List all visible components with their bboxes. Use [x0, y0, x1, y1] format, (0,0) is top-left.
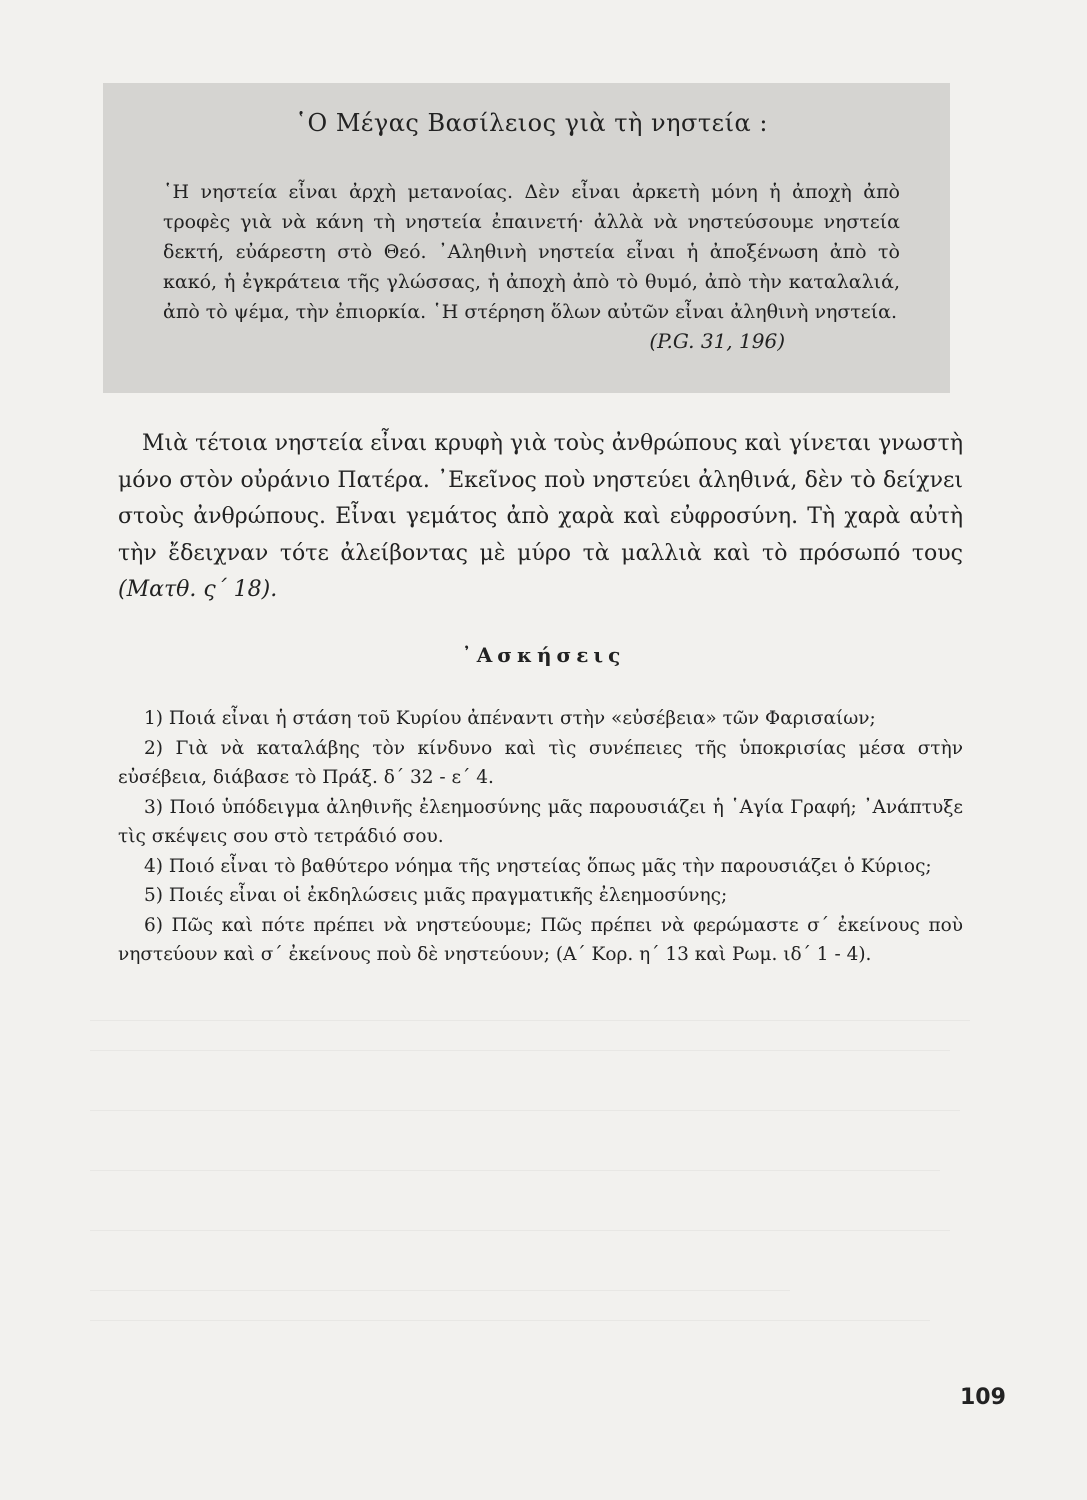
exercise-item: 1) Ποιά εἶναι ἡ στάση τοῦ Κυρίου ἀπέναντι στὴν «εὐσέβεια» τῶν Φαρισαίων; — [144, 708, 876, 729]
quote-box — [103, 83, 950, 393]
exercise-item: 5) Ποιές εἶναι οἱ ἐκδηλώσεις μιᾶς πραγματικῆς ἐλεημοσύνης; — [144, 885, 728, 906]
body-paragraph — [118, 426, 963, 609]
quote-title: ῾Ο Μέγας Βασίλειος γιὰ τὴ νηστεία : — [295, 109, 768, 137]
body-paragraph-text — [118, 426, 963, 609]
exercise-item: 6) Πῶς καὶ πότε πρέπει νὰ νηστεύουμε; Πῶς πρέπει νὰ φερώμαστε σ΄ ἐκείνους ποὺ νηστεύουν καὶ σ΄ ἐκείνους ποὺ δὲ νηστεύουν; (Α΄ Κορ. η΄ 13 καὶ Ρωμ. ιδ΄ 1 - 4). — [118, 914, 963, 965]
bleed-through-line — [90, 1320, 930, 1321]
quote-text-block — [163, 177, 900, 327]
bleed-through-line — [90, 1020, 970, 1021]
bleed-through-line — [90, 1170, 940, 1171]
exercise-item: 4) Ποιό εἶναι τὸ βαθύτερο νόημα τῆς νηστείας ὅπως μᾶς τὴν παρουσιάζει ὁ Κύριος; — [144, 855, 932, 877]
bleed-through-line — [90, 1110, 960, 1111]
quote-source: (P.G. 31, 196) — [649, 329, 785, 353]
exercises-list — [118, 704, 963, 970]
bleed-through-line — [90, 1290, 790, 1291]
exercise-item: 2) Γιὰ νὰ καταλάβης τὸν κίνδυνο καὶ τὶς συνέπειες τῆς ὑποκρισίας μέσα στὴν εὐσέβεια, διάβασε τὸ Πράξ. δ΄ 32 - ε΄ 4. — [118, 737, 963, 788]
bleed-through-line — [90, 1230, 950, 1231]
bleed-through-line — [90, 1050, 950, 1051]
exercises-title: ᾿Ασκήσεις — [461, 643, 626, 667]
body-text: Μιὰ τέτοια νηστεία εἶναι κρυφὴ γιὰ τοὺς ἀνθρώπους καὶ γίνεται γνωστὴ μόνο στὸν οὐράνιο Πατέρα. ᾿Εκεῖνος ποὺ νηστεύει ἀληθινά, δὲν τὸ δείχνει στοὺς ἀνθρώπους. Εἶναι γεμάτος ἀπὸ χαρὰ καὶ εὐφροσύνη. Τὴ χαρὰ αὐτὴ τὴν ἔδειχναν τότε ἀλείβοντας μὲ μύρο τὰ μαλλιὰ καὶ τὸ πρόσωπό τους — [118, 431, 963, 566]
exercise-item: 3) Ποιό ὑπόδειγμα ἀληθινῆς ἐλεημοσύνης μᾶς παρουσιάζει ἡ ῾Αγία Γραφή; ᾿Ανάπτυξε τὶς σκέψεις σου στὸ τετράδιό σου. — [118, 796, 963, 847]
body-reference: (Ματθ. ς΄ 18). — [118, 577, 278, 602]
page-number: 109 — [960, 1385, 1006, 1410]
quote-text: ῾Η νηστεία εἶναι ἀρχὴ μετανοίας. Δὲν εἶναι ἀρκετὴ μόνη ἡ ἀποχὴ ἀπὸ τροφὲς γιὰ νὰ κάνη τὴ νηστεία ἐπαινετή· ἀλλὰ νὰ νηστεύσουμε νηστεία δεκτή, εὐάρεστη στὸ Θεό. ᾿Αληθινὴ νηστεία εἶναι ἡ ἀποξένωση ἀπὸ τὸ κακό, ἡ ἐγκράτεια τῆς γλώσσας, ἡ ἀποχὴ ἀπὸ τὸ θυμό, ἀπὸ τὴν καταλαλιά, ἀπὸ τὸ ψέμα, τὴν ἐπιορκία. ῾Η στέρηση ὅλων αὐτῶν εἶναι ἀληθινὴ νηστεία. — [163, 181, 900, 323]
